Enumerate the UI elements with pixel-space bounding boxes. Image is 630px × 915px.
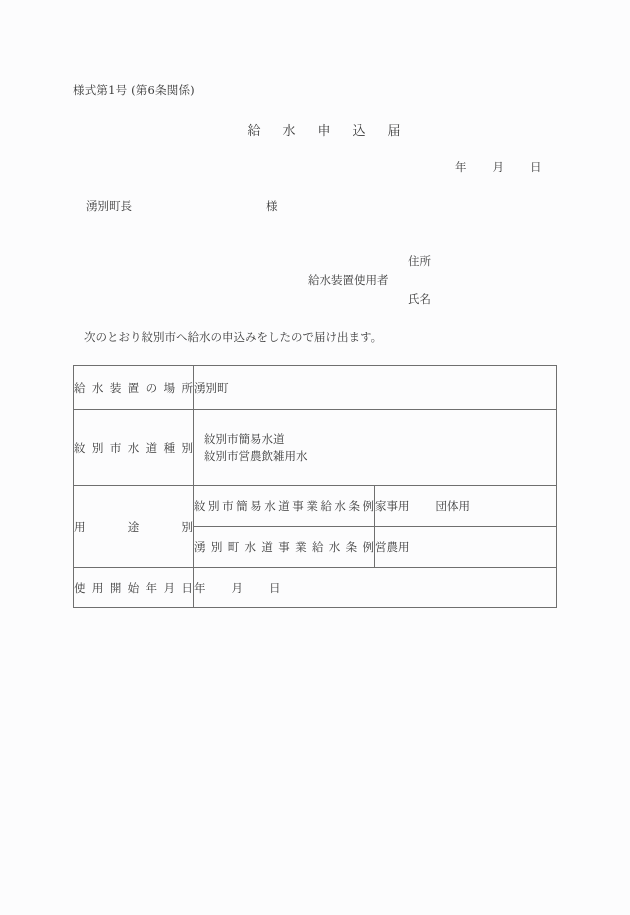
use-ordinance-monbetsu: 紋別市簡易水道事業給水条例 <box>194 486 375 527</box>
row-value-supply-location[interactable]: 湧別町 <box>194 366 557 410</box>
water-type-option-2[interactable]: 紋別市営農飲雑用水 <box>204 448 308 463</box>
declaration-statement: 次のとおり紋別市へ給水の申込みをしたので届け出ます。 <box>84 330 383 344</box>
addressee-honorific: 様 <box>266 199 278 213</box>
title-char-4: 込 <box>352 124 366 139</box>
start-date-year-label: 年 <box>194 580 206 595</box>
use-options-yubetsu <box>375 527 557 568</box>
table-row-start-date <box>74 568 557 608</box>
row-value-water-type <box>194 410 557 486</box>
use-option-household[interactable]: 家事用 <box>375 499 410 513</box>
table-row-use-category-1 <box>74 486 557 527</box>
applicant-role-label: 給水装置使用者 <box>308 273 389 287</box>
addressee-line <box>86 198 278 214</box>
date-day-label: 日 <box>530 160 542 174</box>
start-date-month-label: 月 <box>231 580 243 595</box>
title-char-5: 届 <box>387 124 401 139</box>
addressee-recipient: 湧別町長 <box>86 199 132 213</box>
use-option-farming[interactable]: 営農用 <box>375 540 410 554</box>
table-row-water-type <box>74 410 557 486</box>
row-label-use-category: 用途別 <box>74 486 194 568</box>
date-month-label: 月 <box>492 160 504 174</box>
use-option-group[interactable]: 団体用 <box>435 499 470 513</box>
row-label-start-date: 使用開始年月日 <box>74 568 194 608</box>
title-char-1: 給 <box>247 124 261 139</box>
use-ordinance-yubetsu: 湧別町水道事業給水条例 <box>194 527 375 568</box>
row-label-supply-location: 給水装置の場所 <box>74 366 194 410</box>
use-options-monbetsu <box>375 486 557 527</box>
table-row-supply-location <box>74 366 557 410</box>
document-title <box>0 120 630 139</box>
applicant-address-label: 住所 <box>408 254 431 268</box>
application-table <box>73 365 557 608</box>
row-label-water-type: 紋別市水道種別 <box>74 410 194 486</box>
title-char-3: 申 <box>317 124 331 139</box>
start-date-day-label: 日 <box>269 580 281 595</box>
applicant-block <box>300 252 520 309</box>
submission-date-line <box>455 159 542 175</box>
applicant-title-row <box>300 271 520 290</box>
applicant-name-row <box>300 290 520 309</box>
row-value-start-date[interactable] <box>194 568 557 608</box>
title-char-2: 水 <box>282 124 296 139</box>
form-number: 様式第1号 (第6条関係) <box>73 83 195 97</box>
water-type-option-1[interactable]: 紋別市簡易水道 <box>204 431 285 446</box>
applicant-name-label: 氏名 <box>408 292 431 306</box>
date-year-label: 年 <box>455 160 467 174</box>
applicant-address-row <box>300 252 520 271</box>
